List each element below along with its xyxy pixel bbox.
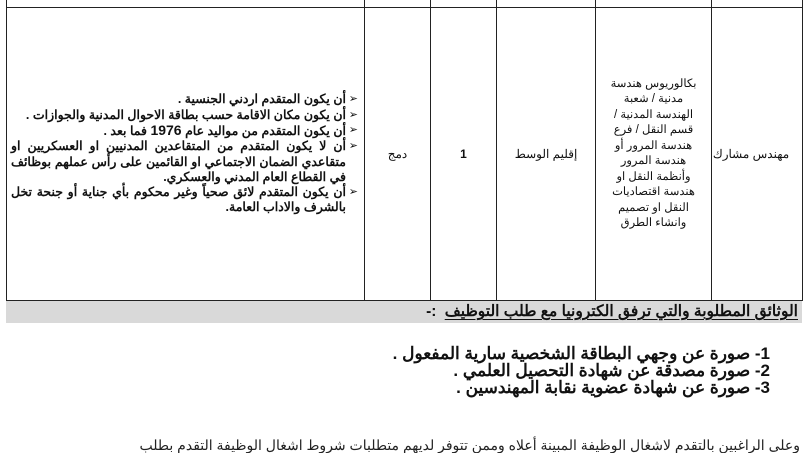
requirements-list — [7, 92, 364, 215]
table-header-row — [7, 0, 803, 8]
requirements-cell — [7, 8, 365, 301]
category-text: دمج — [387, 146, 408, 161]
footer-paragraph: وعلى الراغبين بالتقدم لاشغال الوظيفة المبينة أعلاه وممن تتوفر لديهم متطلبات شروط اشغال الوظيفة التقدم بطلب — [139, 437, 800, 453]
document-item: 1- صورة عن وجهي البطاقة الشخصية سارية المفعول . — [392, 344, 770, 363]
header-cell-title — [712, 0, 803, 8]
location-cell — [497, 8, 596, 301]
document-item: 3- صورة عن شهادة عضوية نقابة المهندسين . — [456, 378, 770, 397]
header-cell-category — [365, 0, 431, 8]
arrow-bullet-icon: ➢ — [348, 93, 358, 106]
documents-header-suffix: :- — [426, 303, 437, 320]
requirement-item: ➢ أن لا يكون المتقدم من المتقاعدين المدنيين او العسكريين او متقاعدي الضمان الاجتماعي او القائمين على رأس عملهم بوظائف في القطاع العام المدني والعسكري. — [11, 139, 358, 184]
header-cell-qualification — [596, 0, 712, 8]
arrow-bullet-icon: ➢ — [348, 186, 358, 199]
job-table — [6, 0, 803, 301]
category-cell — [365, 8, 431, 301]
job-title-cell — [712, 8, 803, 301]
requirement-item: ➢ أن يكون المتقدم من مواليد عام 1976 فما بعد . — [103, 121, 358, 138]
documents-header-text: الوثائق المطلوبة والتي ترفق الكترونيا مع طلب التوظيف — [444, 303, 798, 320]
documents-list — [393, 345, 770, 396]
birth-year: 1976 — [150, 121, 182, 138]
document-item: 2- صورة مصدقة عن شهادة التحصيل العلمي . — [453, 361, 770, 380]
qualification-cell — [596, 8, 712, 301]
header-cell-count — [431, 0, 497, 8]
documents-section-header — [6, 301, 802, 323]
table-row — [7, 8, 803, 301]
arrow-bullet-icon: ➢ — [348, 123, 358, 136]
qualification-text: بكالوريوس هندسة مدنية / شعبة الهندسة المدنية / قسم النقل / فرع هندسة المرور أو هندسة المرور وأنظمة النقل او هندسة اقتصاديات النقل او تصميم وانشاء الطرق — [610, 77, 697, 229]
job-title: مهندس مشارك — [712, 146, 790, 161]
vacancy-count: 1 — [460, 146, 467, 161]
header-cell-requirements — [7, 0, 365, 8]
location-text: إقليم الوسط — [514, 146, 578, 161]
arrow-bullet-icon: ➢ — [348, 108, 358, 121]
header-cell-location — [497, 0, 596, 8]
requirement-item: ➢ أن يكون المتقدم لائق صحياً وغير محكوم بأي جناية أو جنحة تخل بالشرف والاداب العامة. — [11, 185, 358, 215]
arrow-bullet-icon: ➢ — [348, 140, 358, 153]
requirement-item: ➢ أن يكون المتقدم اردني الجنسية . — [177, 92, 358, 107]
requirement-item: ➢ أن يكون مكان الاقامة حسب بطاقة الاحوال المدنية والجوازات . — [25, 107, 358, 122]
count-cell — [431, 8, 497, 301]
